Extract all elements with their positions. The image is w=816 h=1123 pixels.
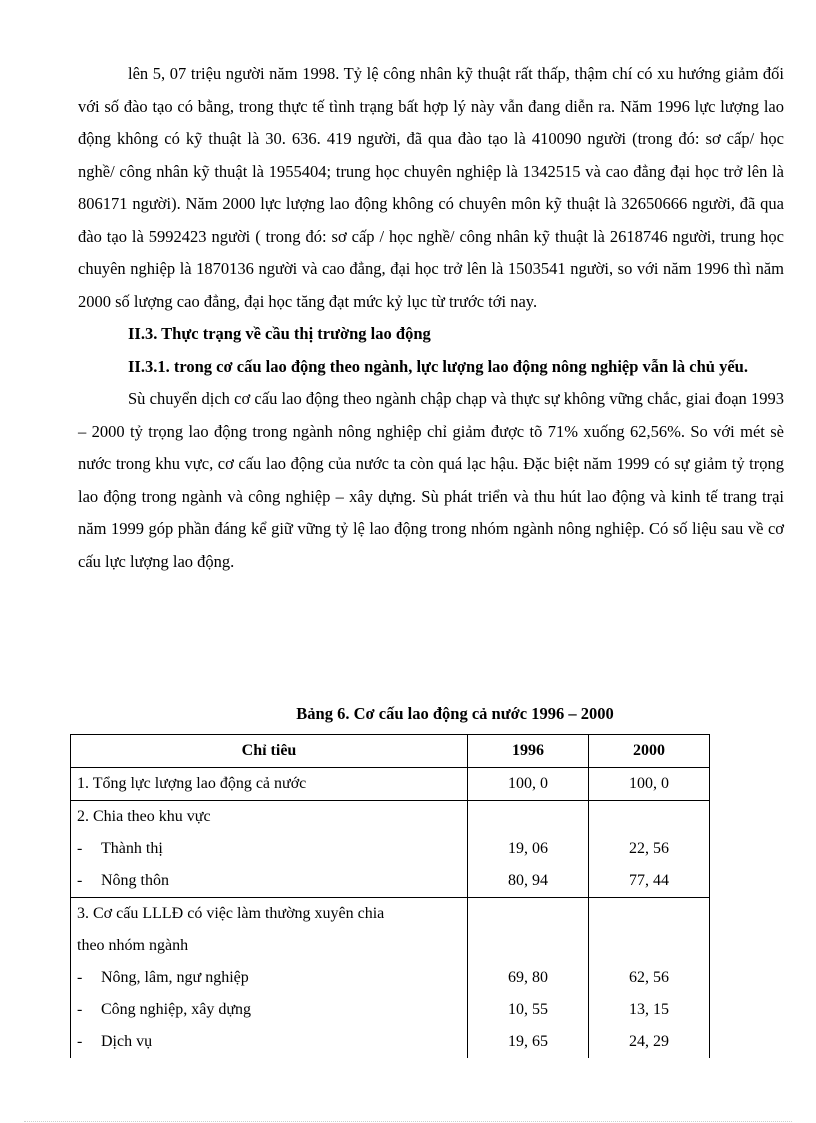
list-item: - Dịch vụ (77, 1033, 153, 1050)
values-1996 (468, 898, 589, 1059)
value-2000: 100, 0 (589, 768, 710, 801)
header-1996: 1996 (468, 735, 589, 768)
list-item: - Thành thị (77, 840, 163, 857)
paragraph-labor-training: lên 5, 07 triệu người năm 1998. Tỷ lệ công nhân kỹ thuật rất thấp, thậm chí có xu hướng giảm đối với số đào tạo có bằng, trong thực tế tình trạng bất hợp lý này vẫn đang diễn ra. Năm 1996 lực lượng lao động không có kỹ thuật là 30. 636. 419 người, đã qua đào tạo là 410090 người (trong đó: sơ cấp/ học nghề/ công nhân kỹ thuật là 1955404; trung học chuyên nghiệp là 1342515 và cao đẳng đại học trở lên là 806171 người). Năm 2000 lực lượng lao động không có chuyên môn kỹ thuật là 32650666 người, đã qua đào tạo là 5992423 người ( trong đó: sơ cấp / học nghề/ công nhân kỹ thuật là 2618746 người, trung học chuyên nghiệp là 1870136 người và cao đẳng, đại học trở lên là 1503541 người, so với năm 1996 thì năm 2000 số lượng cao đẳng, đại học tăng đạt mức kỷ lục từ trước tới nay. (78, 64, 784, 311)
group-label-continued: theo nhóm ngành (77, 937, 189, 954)
value-1996: 19, 06 (508, 840, 548, 857)
value-1996: 10, 55 (508, 1001, 548, 1018)
table-caption: Bảng 6. Cơ cấu lao động cả nước 1996 – 2000 (296, 704, 614, 723)
paragraph-labor-structure: Sù chuyển dịch cơ cấu lao động theo ngành chập chạp và thực sự không vững chắc, giai đoạn 1993 – 2000 tỷ trọng lao động trong ngành nông nghiệp chỉ giảm được tõ 71% xuống 62,56%. So với mét sè nước trong khu vực, cơ cấu lao động của nước ta còn quá lạc hậu. Đặc biệt năm 1999 có sự giảm tỷ trọng lao động trong ngành và công nghiệp – xây dựng. Sù phát triển và thu hút lao động và kinh tế trang trại năm 1999 góp phần đáng kể giữ vững tỷ lệ lao động trong nhóm ngành nông nghiệp. Có số liệu sau về cơ cấu lực lượng lao động. (78, 389, 784, 571)
labor-structure-table (70, 734, 710, 1058)
header-2000: 2000 (589, 735, 710, 768)
subsection-heading: II.3.1. trong cơ cấu lao động theo ngành, lực lượng lao động nông nghiệp vẫn là chủ yếu. (128, 356, 748, 376)
row-label: 1. Tổng lực lượng lao động cả nước (71, 768, 468, 801)
list-item: - Công nghiệp, xây dựng (77, 1001, 251, 1018)
value-1996: 69, 80 (508, 969, 548, 986)
section-heading: II.3. Thực trạng về cầu thị trường lao động (128, 324, 431, 343)
row-label-group (71, 898, 468, 1059)
body-text (78, 58, 784, 578)
header-indicator: Chỉ tiêu (71, 735, 468, 768)
values-2000 (589, 898, 710, 1059)
value-2000: 24, 29 (629, 1033, 669, 1050)
table-header-row (71, 735, 710, 768)
table-row (71, 768, 710, 801)
table-row (71, 898, 710, 1059)
value-2000: 77, 44 (629, 872, 669, 889)
value-1996: 100, 0 (468, 768, 589, 801)
list-item: - Nông, lâm, ngư nghiệp (77, 969, 249, 986)
values-2000 (589, 801, 710, 898)
page-bottom-rule (24, 1121, 792, 1122)
group-label: 3. Cơ cấu LLLĐ có việc làm thường xuyên chia (77, 905, 385, 922)
values-1996 (468, 801, 589, 898)
list-item: - Nông thôn (77, 872, 169, 889)
group-label: 2. Chia theo khu vực (77, 808, 211, 825)
row-label-group (71, 801, 468, 898)
value-2000: 62, 56 (629, 969, 669, 986)
table-row (71, 801, 710, 898)
value-1996: 80, 94 (508, 872, 548, 889)
value-2000: 22, 56 (629, 840, 669, 857)
value-1996: 19, 65 (508, 1033, 548, 1050)
value-2000: 13, 15 (629, 1001, 669, 1018)
